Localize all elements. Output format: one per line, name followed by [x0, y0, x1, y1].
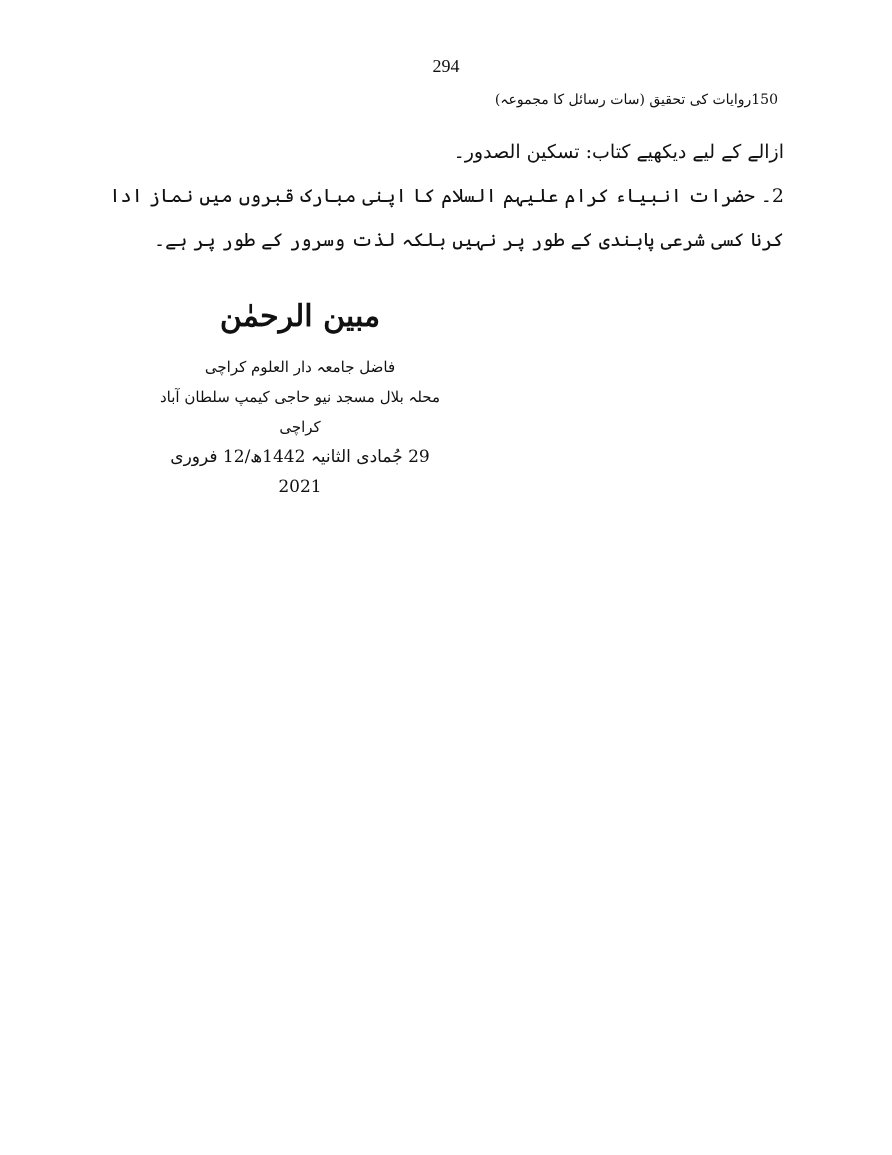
paragraph-reference: ازالے کے لیے دیکھیے کتاب: تسکین الصدور۔ [453, 141, 784, 163]
body-text [104, 130, 784, 262]
paragraph-point-2: 2۔ حضرات انبیاء کرام علیہم السلام کا اپنی مبارک قبروں میں نماز ادا کرنا کسی شرعی پابندی کے طور پر نہیں بلکہ لذت وسرور کے طور پر ہے۔ [109, 185, 784, 251]
signature-date: 29 جُمادی الثانیہ 1442ھ/12 فروری 2021 [170, 447, 430, 497]
signature-block [160, 292, 440, 502]
signature-address: محلہ بلال مسجد نیو حاجی کیمپ سلطان آباد کراچی [160, 388, 440, 436]
page-number: 294 [432, 56, 460, 76]
signature-name: مبین الرحمٰن [219, 299, 381, 334]
running-header: 150روایات کی تحقیق (سات رسائل کا مجموعہ) [494, 92, 778, 108]
signature-title: فاضل جامعہ دار العلوم کراچی [204, 358, 396, 376]
